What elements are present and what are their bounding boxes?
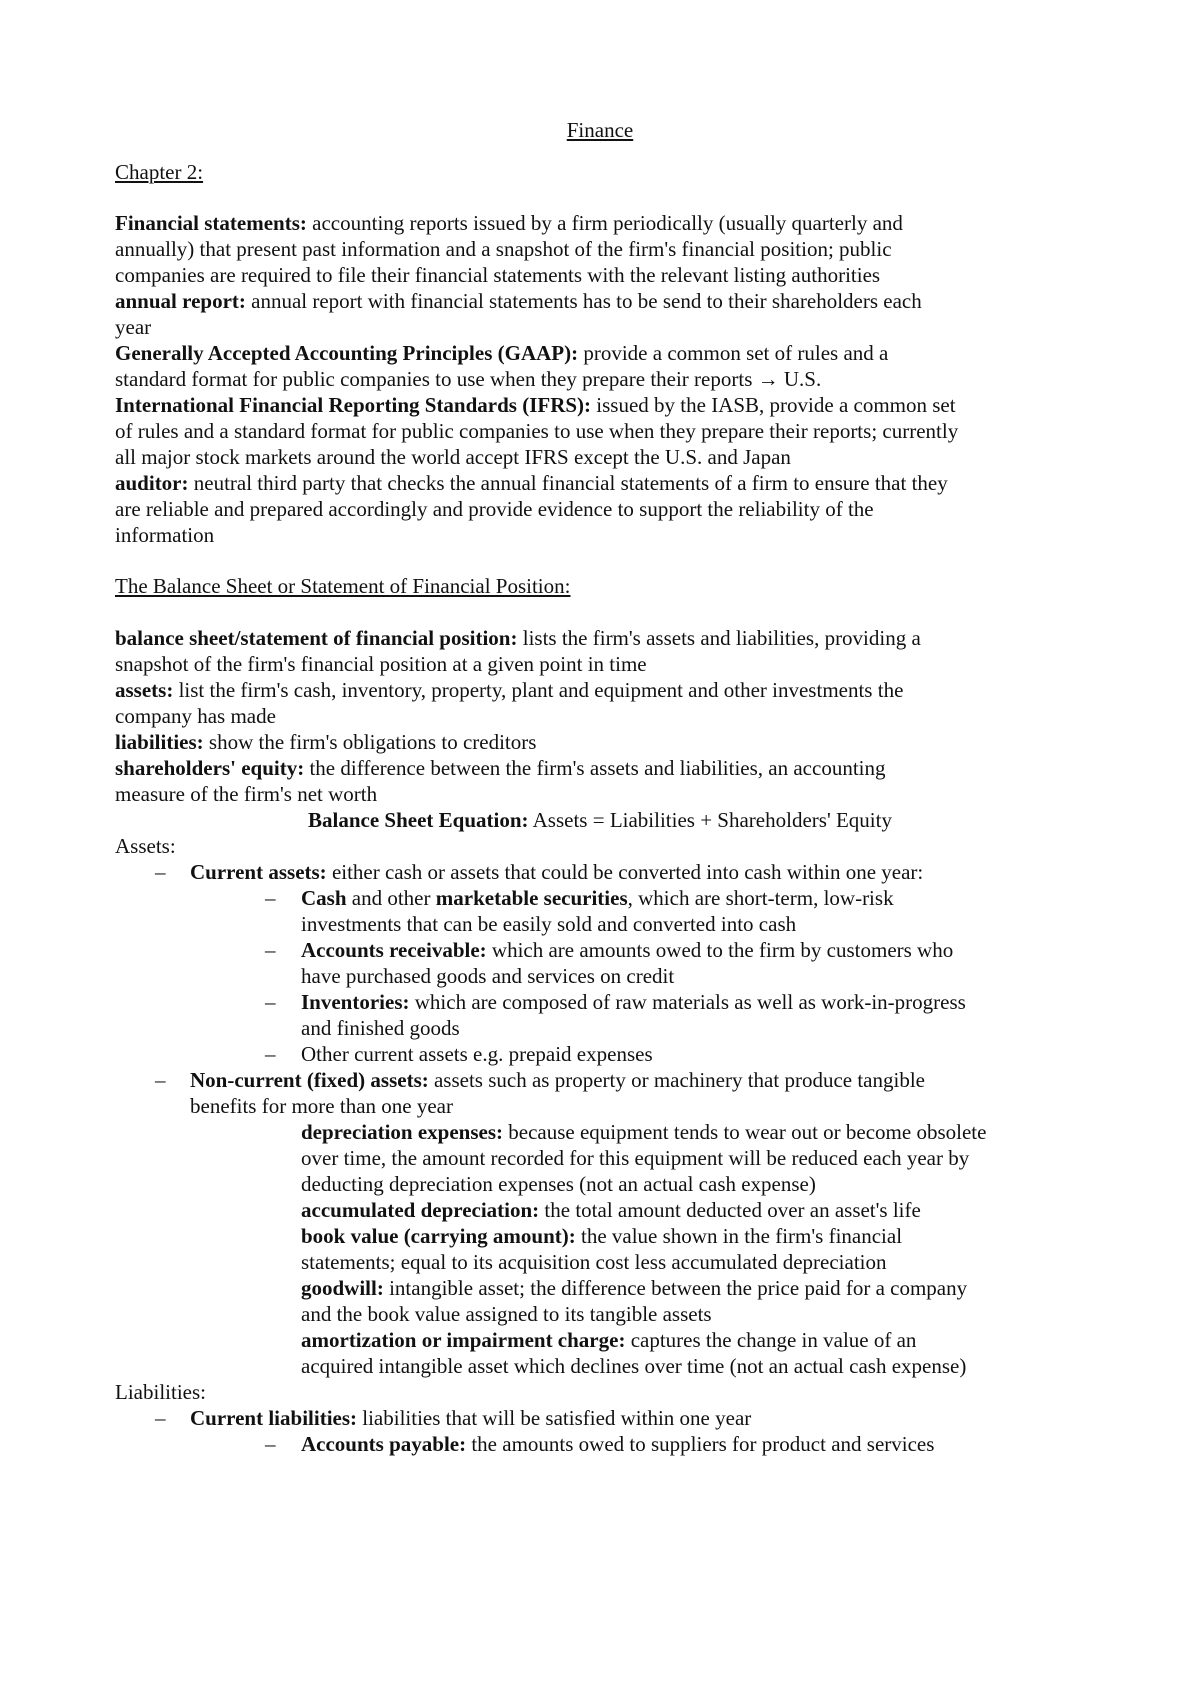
definition-text: list the firm's cash, inventory, property, plant and equipment and other investments the: [173, 678, 904, 702]
definition-text-line: all major stock markets around the world accept IFRS except the U.S. and Japan: [115, 445, 791, 469]
list-text-line: benefits for more than one year: [190, 1094, 453, 1118]
definition-term: annual report:: [115, 289, 246, 313]
definition-auditor: [115, 469, 1125, 497]
definition-term: amortization or impairment charge:: [301, 1328, 626, 1352]
definition-annual-report: [115, 287, 1125, 315]
definition-text: captures the change in value of an: [625, 1328, 917, 1352]
document-title: Finance: [566, 118, 634, 142]
definition-financial-statements: [115, 209, 1125, 237]
list-text: liabilities that will be satisfied within one year: [357, 1406, 752, 1430]
definition-depreciation-expenses: [301, 1118, 1200, 1146]
definition-shareholders-equity: [115, 754, 1125, 782]
definition-text-line: statements; equal to its acquisition cost less accumulated depreciation: [301, 1250, 887, 1274]
list-text-line: and finished goods: [301, 1016, 460, 1040]
dash-bullet: –: [265, 886, 276, 910]
definition-text-line: information: [115, 523, 215, 547]
definition-term: depreciation expenses:: [301, 1120, 504, 1144]
definition-text: annual report with financial statements has to be send to their shareholders each: [245, 289, 922, 313]
list-text-line: have purchased goods and services on credit: [301, 964, 675, 988]
definition-text: the difference between the firm's assets and liabilities, an accounting: [304, 756, 886, 780]
definition-text-line: company has made: [115, 704, 276, 728]
definition-text: intangible asset; the difference between the price paid for a company: [383, 1276, 968, 1300]
definition-ifrs: [115, 391, 1125, 419]
list-text: the amounts owed to suppliers for product and services: [466, 1432, 935, 1456]
definition-text-line: of rules and a standard format for public companies to use when they prepare their reports; currently: [115, 419, 959, 443]
definition-text: the value shown in the firm's financial: [575, 1224, 903, 1248]
definition-term: book value (carrying amount):: [301, 1224, 576, 1248]
definition-term: liabilities:: [115, 730, 204, 754]
definition-text-line: companies are required to file their financial statements with the relevant listing authorities: [115, 263, 881, 287]
dash-bullet: –: [155, 1406, 166, 1430]
definition-text: because equipment tends to wear out or become obsolete: [503, 1120, 987, 1144]
definition-term: goodwill:: [301, 1276, 384, 1300]
list-item-accounts-payable: [301, 1430, 1200, 1458]
list-item-other-current-assets: Other current assets e.g. prepaid expenses: [301, 1042, 653, 1066]
dash-bullet: –: [265, 1432, 276, 1456]
definition-text: the total amount deducted over an asset's life: [539, 1198, 921, 1222]
definition-text-line: standard format for public companies to use when they prepare their reports → U.S.: [115, 367, 822, 391]
definition-text: neutral third party that checks the annual financial statements of a firm to ensure that they: [188, 471, 948, 495]
list-term: Accounts receivable:: [301, 938, 487, 962]
list-term: marketable securities: [435, 886, 628, 910]
dash-bullet: –: [265, 1042, 276, 1066]
list-text: assets such as property or machinery that produce tangible: [428, 1068, 925, 1092]
definition-term: assets:: [115, 678, 174, 702]
list-item-current-assets: [190, 858, 1200, 886]
definition-text-line: annually) that present past information and a snapshot of the firm's financial position; public: [115, 237, 892, 261]
definition-text-line: over time, the amount recorded for this equipment will be reduced each year by: [301, 1146, 970, 1170]
liabilities-label: Liabilities:: [115, 1380, 206, 1404]
dash-bullet: –: [265, 990, 276, 1014]
definition-term: International Financial Reporting Standards (IFRS):: [115, 393, 592, 417]
equation-term: Balance Sheet Equation:: [308, 808, 529, 832]
definition-goodwill: [301, 1274, 1200, 1302]
definition-term: shareholders' equity:: [115, 756, 305, 780]
chapter-heading: Chapter 2:: [115, 160, 204, 184]
list-text-line: investments that can be easily sold and converted into cash: [301, 912, 797, 936]
list-item-inventories: [301, 988, 1200, 1016]
list-term: Inventories:: [301, 990, 410, 1014]
dash-bullet: –: [265, 938, 276, 962]
definition-book-value: [301, 1222, 1200, 1250]
definition-balance-sheet: [115, 624, 1125, 652]
assets-label: Assets:: [115, 834, 176, 858]
definition-term: Financial statements:: [115, 211, 307, 235]
definition-accumulated-depreciation: [301, 1196, 1200, 1224]
definition-text-line: deducting depreciation expenses (not an actual cash expense): [301, 1172, 816, 1196]
definition-text: lists the firm's assets and liabilities, providing a: [517, 626, 921, 650]
definition-text-line: measure of the firm's net worth: [115, 782, 378, 806]
list-term: Current liabilities:: [190, 1406, 358, 1430]
list-item-non-current-assets: [190, 1066, 1200, 1094]
definition-text: accounting reports issued by a firm periodically (usually quarterly and: [306, 211, 903, 235]
section-heading: The Balance Sheet or Statement of Financial Position:: [115, 574, 571, 598]
balance-sheet-equation: [0, 806, 1200, 834]
list-term: Accounts payable:: [301, 1432, 467, 1456]
definition-text: issued by the IASB, provide a common set: [591, 393, 956, 417]
list-text: which are amounts owed to the firm by customers who: [486, 938, 954, 962]
equation-text: Assets = Liabilities + Shareholders' Equity: [528, 808, 892, 832]
definition-term: auditor:: [115, 471, 189, 495]
definition-text: provide a common set of rules and a: [578, 341, 889, 365]
definition-text: show the firm's obligations to creditors: [203, 730, 537, 754]
list-text: , which are short-term, low-risk: [627, 886, 894, 910]
list-text: and other: [346, 886, 436, 910]
dash-bullet: –: [155, 1068, 166, 1092]
definition-text-line: year: [115, 315, 152, 339]
definition-gaap: [115, 339, 1125, 367]
definition-term: balance sheet/statement of financial position:: [115, 626, 518, 650]
definition-text-line: acquired intangible asset which declines over time (not an actual cash expense): [301, 1354, 967, 1378]
definition-amortization: [301, 1326, 1200, 1354]
list-term: Non-current (fixed) assets:: [190, 1068, 429, 1092]
list-text: which are composed of raw materials as well as work-in-progress: [409, 990, 966, 1014]
list-term: Current assets:: [190, 860, 327, 884]
list-text: either cash or assets that could be converted into cash within one year:: [326, 860, 924, 884]
list-item-accounts-receivable: [301, 936, 1200, 964]
definition-liabilities: [115, 728, 1125, 756]
dash-bullet: –: [155, 860, 166, 884]
definition-text-line: snapshot of the firm's financial position at a given point in time: [115, 652, 647, 676]
definition-assets: [115, 676, 1125, 704]
definition-text-line: are reliable and prepared accordingly and provide evidence to support the reliability of the: [115, 497, 874, 521]
definition-term: accumulated depreciation:: [301, 1198, 540, 1222]
list-item-current-liabilities: [190, 1404, 1200, 1432]
list-term: Cash: [301, 886, 347, 910]
definition-text-line: and the book value assigned to its tangible assets: [301, 1302, 712, 1326]
list-item-cash: [301, 884, 1200, 912]
definition-term: Generally Accepted Accounting Principles (GAAP):: [115, 341, 579, 365]
